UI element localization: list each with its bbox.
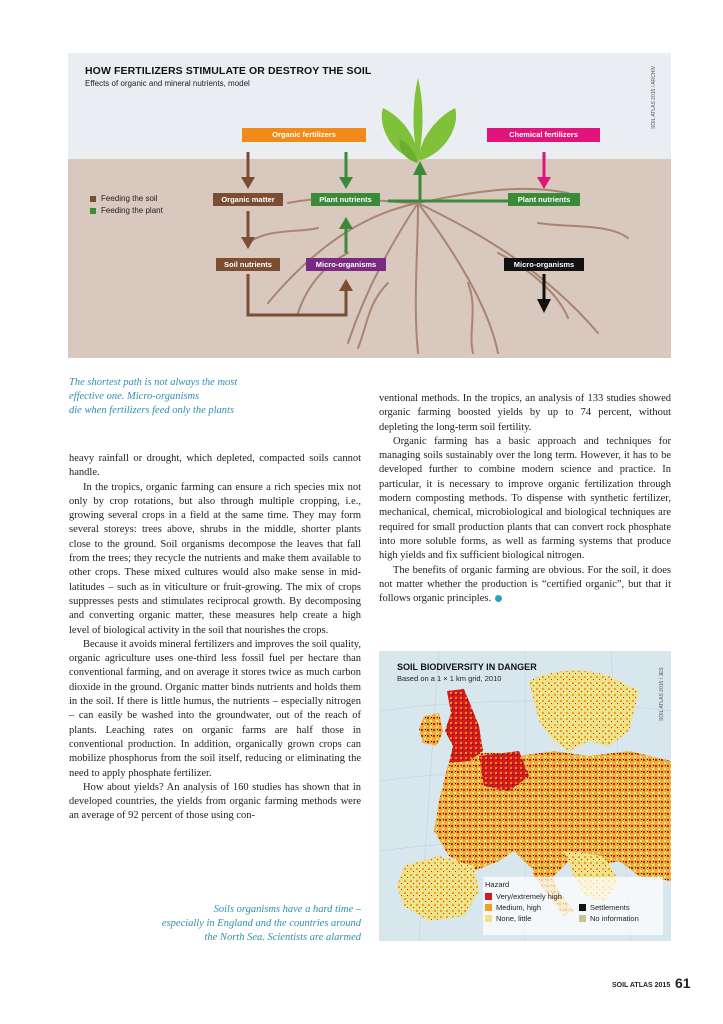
caption-top-line: The shortest path is not always the most: [69, 377, 238, 388]
map-subtitle: Based on a 1 × 1 km grid, 2010: [397, 674, 502, 683]
fertilizer-diagram: [68, 53, 671, 358]
legend-none-label: None, little: [496, 914, 532, 923]
diagram-title: HOW FERTILIZERS STIMULATE OR DESTROY THE SOIL: [85, 65, 372, 77]
caption-bottom-line: Soils organisms have a hard time –: [213, 904, 361, 915]
map-title: SOIL BIODIVERSITY IN DANGER: [397, 662, 537, 672]
legend-medium-swatch: [485, 904, 492, 911]
paragraph-text: The benefits of organic farming are obvious. For the soil, it does not matter whether the production is “certified organic”, but that it follows organic principles.: [379, 564, 671, 605]
map-credit: SOIL ATLAS 2015 / JES: [659, 667, 665, 721]
legend-soil-label: Feeding the soil: [101, 194, 158, 203]
legend-very-high-label: Very/extremely high: [496, 892, 562, 901]
legend-feeding-plant: [90, 206, 163, 215]
box-chemical-fertilizers: Chemical fertilizers: [487, 128, 600, 142]
paragraph: Organic farming has a basic approach and techniques for managing soils sustainably over the long term. However, it has to be developed further to combine modern science and practice. In particular, it is necessary to improve organic fertilization through modern composting methods. To dispense with synthetic fertilizer, mechanical, chemical, microbiological and biological techniques are required for small production plants that can convert rock phosphate into more soluble forms, as well as farming systems that produce high yields and fix sufficient biological nitrogen.: [379, 435, 671, 562]
paragraph: In the tropics, organic farming can ensure a rich species mix not only by crop rotations, but also through multiple cropping, i.e., growing several crops in a field at the same time. They may form several storeys: trees above, shrubs in the middle, shorter plants close to the ground. Soil organisms decompose the leaves that fall from the trees; they recycle the nutrients and make them available to other crops. These mixed cultures would also make sense in mid-latitudes – such as in viticulture or fruit-growing. The mix of crops suppresses pests and stimulates reciprocal growth. By decomposing and converting organic matter, these measures help create a high level of biological activity in the soil that nourishes the crops.: [69, 481, 361, 636]
legend-very-high: [485, 892, 562, 901]
paragraph: ventional methods. In the tropics, an analysis of 133 studies showed organic farming boosted yields by up to 74 percent, without depleting the long-term soil fertility.: [379, 393, 671, 433]
page-number: 61: [675, 975, 691, 991]
legend-no-info-swatch: [579, 915, 586, 922]
legend-plant-label: Feeding the plant: [101, 206, 163, 215]
paragraph: [379, 564, 671, 607]
box-organic-matter: Organic matter: [213, 193, 283, 206]
diagram-credit: SOIL ATLAS 2015 / ARCHIV: [651, 65, 657, 129]
caption-bottom: [69, 903, 361, 945]
legend-no-info-label: No information: [590, 914, 639, 923]
legend-medium-label: Medium, high: [496, 903, 542, 912]
legend-medium: [485, 903, 541, 912]
caption-top-line: effective one. Micro-organisms: [69, 391, 200, 402]
box-micro-organisms-right: Micro-organisms: [504, 258, 584, 271]
paragraph: heavy rainfall or drought, which depleted, compacted soils cannot handle.: [69, 453, 361, 479]
legend-plant-swatch: [90, 208, 96, 214]
plant-leaves: [382, 78, 456, 163]
box-plant-nutrients-left: Plant nutrients: [311, 193, 380, 206]
caption-bottom-line: especially in England and the countries around: [161, 918, 361, 929]
map-region-ireland: [419, 713, 443, 746]
box-micro-organisms-left: Micro-organisms: [306, 258, 386, 271]
map-region-iberia: [397, 856, 479, 921]
legend-none-swatch: [485, 915, 492, 922]
legend-very-high-swatch: [485, 893, 492, 900]
legend-settlements-swatch: [579, 904, 586, 911]
left-column: [69, 452, 361, 824]
caption-top: [69, 376, 369, 418]
box-plant-nutrients-right: Plant nutrients: [508, 193, 580, 206]
legend-no-info: [579, 914, 639, 923]
diagram-subtitle: Effects of organic and mineral nutrients, model: [85, 79, 250, 88]
end-of-article-icon: [495, 595, 502, 602]
map-region-continent: [434, 751, 671, 881]
caption-top-line: die when fertilizers feed only the plants: [69, 405, 235, 416]
stem-arrow-head: [413, 161, 427, 175]
paragraph: How about yields? An analysis of 160 studies has shown that in developed countries, the yields from organic farming methods were an average of 92 percent of those using con-: [69, 781, 361, 822]
box-soil-nutrients: Soil nutrients: [216, 258, 280, 271]
legend-hazard-title: Hazard: [485, 880, 510, 889]
soil-biodiversity-map: [379, 651, 671, 941]
legend-none: [485, 914, 531, 923]
map-region-scandinavia: [529, 671, 639, 751]
arrow-soil-nutrients-loop: [248, 274, 346, 315]
legend-settlements-label: Settlements: [590, 903, 630, 912]
box-organic-fertilizers: Organic fertilizers: [242, 128, 366, 142]
map-region-britain: [445, 689, 483, 763]
legend-soil-swatch: [90, 196, 96, 202]
right-column: [379, 392, 671, 606]
footer-publication: SOIL ATLAS 2015: [612, 982, 671, 989]
caption-bottom-line: the North Sea. Scientists are alarmed: [204, 932, 361, 943]
paragraph: Because it avoids mineral fertilizers and improves the soil quality, organic agriculture uses one-third less fossil fuel per hectare than conventional farming, and on average it stores twice as much carbon dioxide in the ground. Organic matter binds nutrients and holds them in the soil. If there is little humus, the nutrients – especially nitrogen – can easily be washed into the groundwater, out of the reach of plants. Leaching rates on organic farms are half those in conventional production. In addition, organically grown crops can mobilize phosphorus from the soil itself, reducing or eliminating the need to apply phosphate fertilizer.: [69, 638, 361, 779]
legend-settlements: [579, 903, 630, 912]
legend-feeding-soil: [90, 194, 157, 203]
